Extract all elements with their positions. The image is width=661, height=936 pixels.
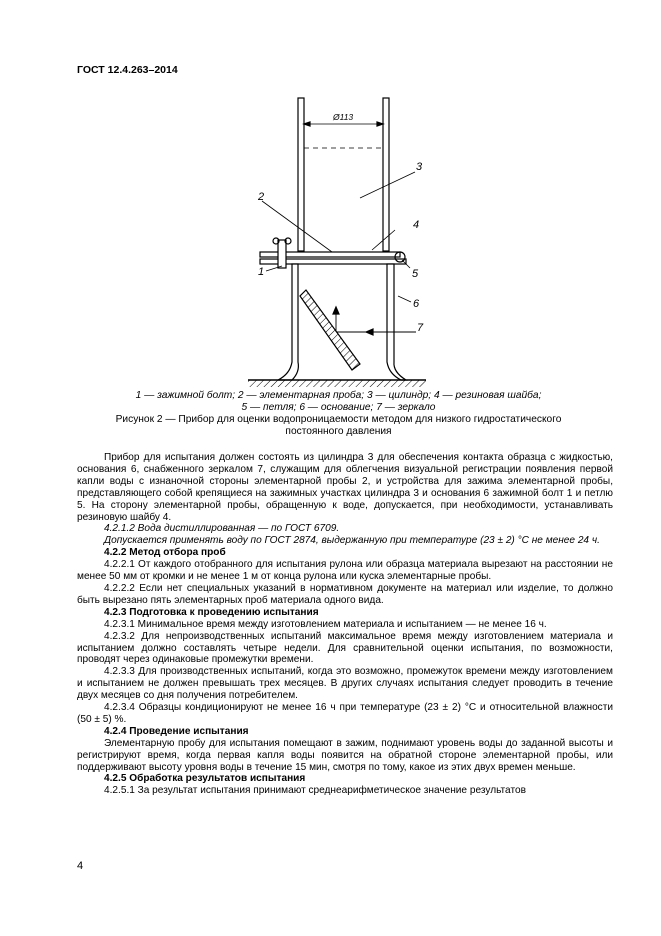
clamp-bolt xyxy=(278,240,286,268)
callout-7: 7 xyxy=(417,322,424,334)
diameter-label: Ø113 xyxy=(333,112,354,122)
paragraph-4-2-2-1: 4.2.2.1 От каждого отобранного для испытания рулона или образца материала вырезают на расстоянии не менее 50 мм от кромки и не менее 1 м от конца рулона или куска элементарные пробы. xyxy=(77,559,613,583)
paragraph-apparatus: Прибор для испытания должен состоять из цилиндра 3 для обеспечения контакта образца с жидкостью, основания 6, снабженного зеркалом 7, служащим для облегчения визуальной регистрации появления первой капли воды с изнаночной стороны элементарной пробы 2, и устройства для зажима элементарной пробы, представляющего собой крепящиеся на зажимных участках цилиндра 3 и основания 6 зажимной болт 1 и петлю 5. На сторону элементарной пробы, обращенную к воде, допускается, при необходимости, устанавливать резиновую шайбу 4. xyxy=(77,452,613,523)
heading-4-2-2: 4.2.2 Метод отбора проб xyxy=(104,547,226,559)
cylinder-right-wall xyxy=(383,98,389,251)
figure-caption xyxy=(77,390,600,438)
callout-5: 5 xyxy=(412,268,419,280)
base-left-leg xyxy=(278,264,298,380)
mirror xyxy=(300,290,360,370)
callout-3: 3 xyxy=(416,161,423,173)
figure-title-line-2: постоянного давления xyxy=(285,426,392,437)
paragraph-4-2-3-3: 4.2.3.3 Для производственных испытаний, когда это возможно, промежуток времени между изготовлением и испытанием не должен превышать трех месяцев. В других случаях испытания следует проводить в течение двух месяцев со дня получения потребителем. xyxy=(77,666,613,702)
callout-1: 1 xyxy=(258,266,265,278)
callout-6: 6 xyxy=(413,298,420,310)
document-header: ГОСТ 12.4.263–2014 xyxy=(77,64,178,76)
paragraph-water-note: Допускается применять воду по ГОСТ 2874, выдержанную при температуре (23 ± 2) °С не менее 24 ч. xyxy=(104,535,600,547)
heading-4-2-5: 4.2.5 Обработка результатов испытания xyxy=(104,773,306,785)
paragraph-4-2-3-2: 4.2.3.2 Для непроизводственных испытаний максимальное время между изготовлением материала и испытанием должно составлять четыре недели. Для сравнительной оценки испытания, по возможности, проводят через одинаковые промежутки времени. xyxy=(77,630,613,666)
paragraph-4-2-5-1: 4.2.5.1 За результат испытания принимают среднеарифметическое значение результатов xyxy=(104,785,526,797)
figure-legend-line-2: 5 — петля; 6 — основание; 7 — зеркало xyxy=(241,402,436,413)
page-number: 4 xyxy=(77,860,84,872)
paragraph-4-2-4: Элементарную пробу для испытания помещают в зажим, поднимают уровень воды до заданной высоты и регистрируют время, когда первая капля воды появится на обратной стороне элементарной пробы, или поддерживают высоту уровня воды в течение 15 мин, смотря по тому, какое из этих двух времен меньше. xyxy=(77,737,613,773)
callout-4: 4 xyxy=(413,219,420,231)
paragraph-4-2-1-2: 4.2.1.2 Вода дистиллированная — по ГОСТ 6709. xyxy=(104,523,340,535)
apparatus-figure xyxy=(0,0,661,400)
paragraph-4-2-3-1: 4.2.3.1 Минимальное время между изготовлением материала и испытанием — не менее 16 ч. xyxy=(104,618,547,630)
heading-4-2-3: 4.2.3 Подготовка к проведению испытания xyxy=(104,606,319,618)
document-body xyxy=(77,452,613,797)
figure-legend-line-1: 1 — зажимной болт; 2 — элементарная проба; 3 — цилиндр; 4 — резиновая шайба; xyxy=(135,390,542,401)
paragraph-4-2-3-4: 4.2.3.4 Образцы кондиционируют не менее 16 ч при температуре (23 ± 2) °С и относительной влажности (50 ± 5) %. xyxy=(77,702,613,725)
figure-title-line-1: Рисунок 2 — Прибор для оценки водопроницаемости методом для низкого гидростатического xyxy=(115,414,562,425)
paragraph-4-2-2-2: 4.2.2.2 Если нет специальных указаний в нормативном документе на материал или изделие, то должно быть вырезано пять элементарных проб материала одного вида. xyxy=(77,582,613,606)
base-right-leg xyxy=(387,264,406,380)
heading-4-2-4: 4.2.4 Проведение испытания xyxy=(104,725,249,737)
callout-2: 2 xyxy=(258,191,265,203)
